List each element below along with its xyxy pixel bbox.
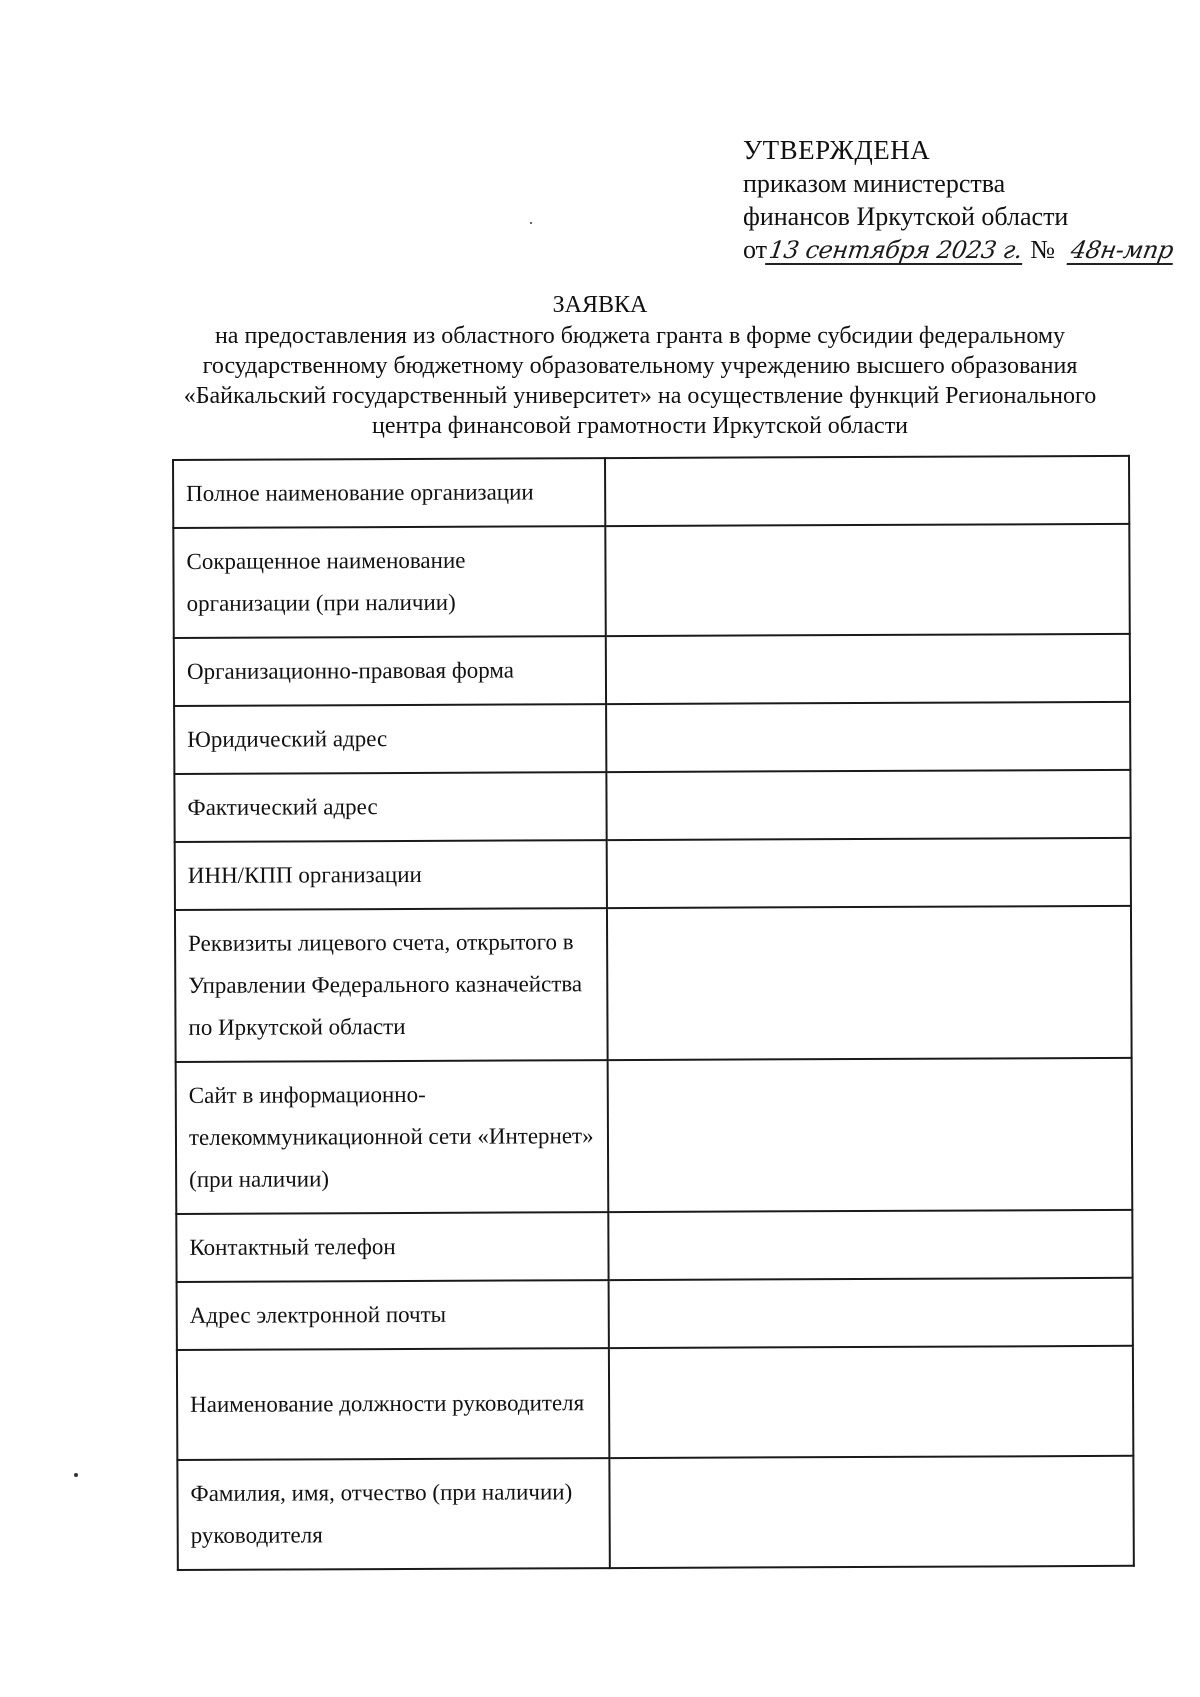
subtitle-line: на предоставления из областного бюджета гранта в форме субсидии федеральному bbox=[214, 323, 1066, 349]
row-label: Фактический адрес bbox=[174, 772, 606, 842]
date-prefix: от bbox=[743, 235, 768, 264]
table-row bbox=[173, 524, 1129, 638]
approval-line-1: приказом министерства bbox=[743, 169, 1006, 198]
approval-date-line bbox=[743, 233, 1175, 266]
row-label: Контактный телефон bbox=[176, 1212, 608, 1282]
approval-line-2: финансов Иркутской области bbox=[743, 202, 1069, 231]
subtitle-line: государственному бюджетному образовательному учреждению высшего образования bbox=[202, 353, 1078, 379]
table-row bbox=[174, 634, 1130, 706]
row-label: ИНН/КПП организации bbox=[175, 840, 607, 910]
table-row bbox=[177, 1278, 1133, 1350]
handwritten-order-number: 48н-мпр bbox=[1067, 237, 1178, 265]
approval-stamp-block bbox=[743, 134, 1175, 266]
row-value-cell[interactable] bbox=[605, 456, 1129, 526]
scan-speck bbox=[74, 1473, 78, 1477]
row-label: Полное наименование организации bbox=[173, 458, 605, 528]
subtitle-line: «Байкальский государственный университет» на осуществление функций Регионального bbox=[183, 383, 1097, 409]
row-label: Наименование должности руководителя bbox=[177, 1348, 609, 1460]
table-row bbox=[176, 1210, 1132, 1282]
row-value-cell[interactable] bbox=[608, 1210, 1132, 1280]
row-value-cell[interactable] bbox=[605, 524, 1129, 636]
row-value-cell[interactable] bbox=[606, 702, 1130, 772]
table-row bbox=[177, 1346, 1133, 1460]
table-row bbox=[176, 1058, 1133, 1214]
application-form-table bbox=[172, 455, 1135, 1571]
table-row bbox=[174, 702, 1130, 774]
table-row bbox=[175, 838, 1131, 910]
row-value-cell[interactable] bbox=[609, 1346, 1133, 1458]
number-prefix: № bbox=[1030, 235, 1056, 264]
row-value-cell[interactable] bbox=[606, 634, 1130, 704]
row-value-cell[interactable] bbox=[607, 838, 1131, 908]
row-value-cell[interactable] bbox=[609, 1456, 1133, 1568]
row-label: Сокращенное наименование организации (при наличии) bbox=[173, 526, 605, 638]
row-value-cell[interactable] bbox=[608, 1058, 1133, 1212]
subtitle-line: центра финансовой грамотности Иркутской области bbox=[371, 413, 909, 439]
document-subtitle bbox=[150, 321, 1130, 441]
scan-speck bbox=[530, 222, 532, 224]
approval-heading: УТВЕРЖДЕНА bbox=[743, 135, 931, 165]
table-row bbox=[174, 770, 1130, 842]
document-title: ЗАЯВКА bbox=[552, 292, 648, 318]
row-value-cell[interactable] bbox=[609, 1278, 1133, 1348]
table-row bbox=[175, 906, 1132, 1062]
row-label: Фамилия, имя, отчество (при наличии) руководителя bbox=[177, 1458, 609, 1570]
row-label: Реквизиты лицевого счета, открытого в Управлении Федерального казначейства по Иркутской области bbox=[175, 908, 608, 1062]
row-label: Организационно-правовая форма bbox=[174, 636, 606, 706]
handwritten-date: 13 сентября 2023 г. bbox=[765, 237, 1026, 265]
row-label: Юридический адрес bbox=[174, 704, 606, 774]
table-row bbox=[173, 456, 1129, 528]
row-label: Адрес электронной почты bbox=[177, 1280, 609, 1350]
table-row bbox=[177, 1456, 1133, 1570]
row-label: Сайт в информационно-телекоммуникационной сети «Интернет» (при наличии) bbox=[176, 1060, 609, 1214]
row-value-cell[interactable] bbox=[607, 906, 1132, 1060]
row-value-cell[interactable] bbox=[606, 770, 1130, 840]
